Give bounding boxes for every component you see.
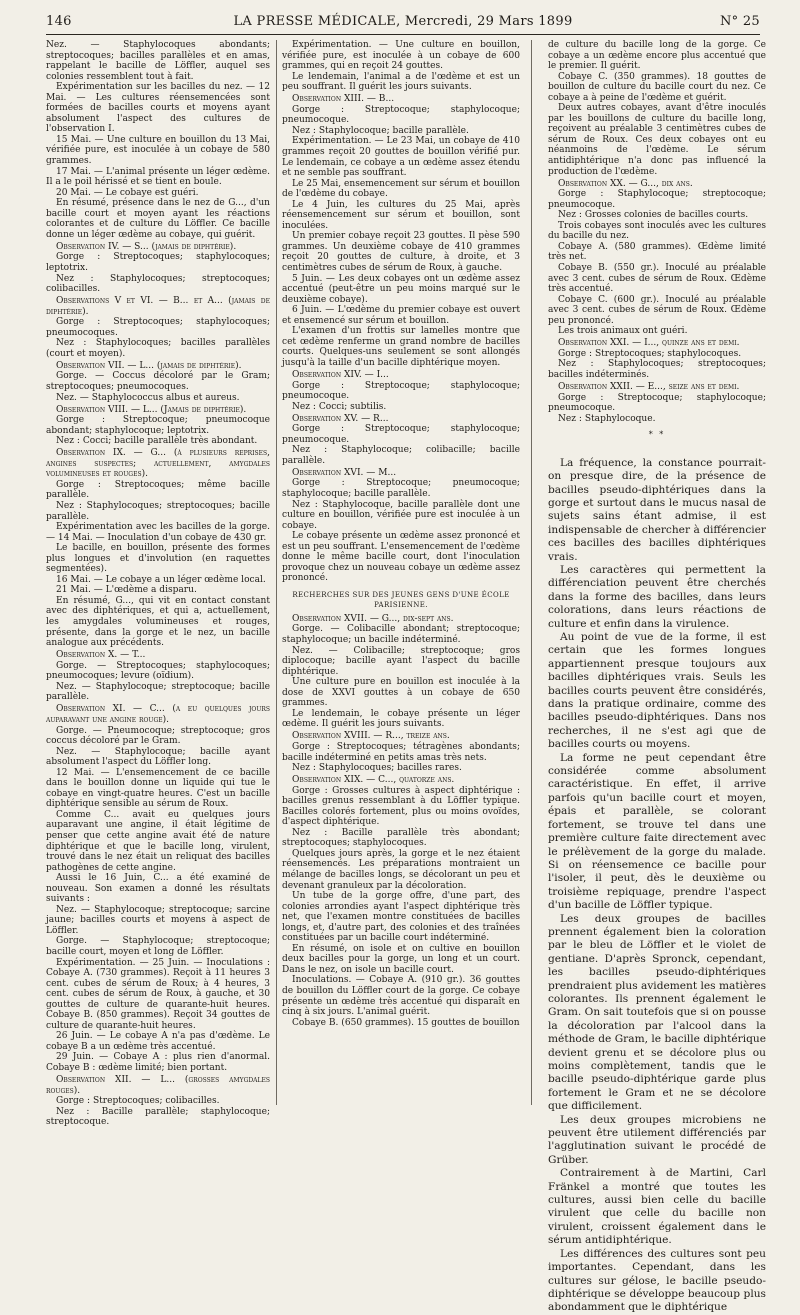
observation-heading: Observation XIV. — I... <box>292 369 389 380</box>
paragraph: Expérimentation sur les bacilles du nez. — 12 Mai. — Les cultures réensemencées sont formées de bacilles courts et moyens ayant absolument l'aspect des cultures de l'observation I. <box>46 82 270 135</box>
paragraph: Nez : Grosses colonies de bacilles courts. <box>558 210 749 221</box>
paragraph: Nez. — Colibacille; streptocoque; gros diplocoque; bacille ayant l'aspect du bacille diphtérique. <box>282 645 520 677</box>
paragraph: Expérimentation. — 25 Juin. — Inoculations : Cobaye A. (730 grammes). Reçoit à 11 heures 3 cent. cubes de sérum de Roux; à 4 heures, 3 cent. cubes de sérum de Roux, à gauche, et 30 gouttes de culture de quarante-huit heures. Cobaye B. (850 grammes). Reçoit 34 gouttes de culture de quarante-huit heures. <box>46 957 270 1031</box>
paragraph: Nez : Staphylocoque. <box>558 413 656 424</box>
observation-heading: Observation XII. — L... (grosses amygdales rouges). <box>46 1075 270 1096</box>
paragraph: Le cobaye présente un œdème assez prononcé et est un peu souffrant. L'ensemencement de l'œdème donne le même bacille court, dont l'inoculation provoque chez un nouveau cobaye un œdème assez prononcé. <box>282 531 520 584</box>
paragraph: 12 Mai. — L'ensemencement de ce bacille dans le bouillon donne un liquide qui tue le cobaye en vingt-quatre heures. C'est un bacille diphtérique sensible au sérum de Roux. <box>46 767 270 810</box>
paragraph: Contrairement à de Martini, Carl Fränkel a montré que toutes les cultures, aussi bien celle du bacille virulent que celle du bacille non virulent, croissent également dans le sérum antidiphtérique. <box>548 1167 766 1247</box>
page-number: 146 <box>46 14 72 29</box>
paragraph: Gorge : Streptocoques; staphylocoques. <box>558 348 742 359</box>
paragraph: Cobaye C. (350 grammes). 18 gouttes de bouillon de culture du bacille court du nez. Ce cobaye a à peine de l'œdème et guérit. <box>548 71 766 103</box>
paragraph: 5 Juin. — Les deux cobayes ont un œdème assez accentué (peut-être un peu moins marqué sur le deuxième cobaye). <box>282 273 520 305</box>
paragraph: Nez. — Staphylocoque; bacille ayant absolument l'aspect du Löffler long. <box>46 746 270 768</box>
paragraph: Gorge : Streptocoque; staphylocoque; pneumocoque. <box>282 424 520 445</box>
paragraph: En résumé, présence dans le nez de G..., d'un bacille court et moyen ayant les réactions colorantes et de culture du Löffler. Ce bacille donne un léger œdème au cobaye, qui guérit. <box>46 198 270 240</box>
paragraph: 6 Juin. — L'œdème du premier cobaye est ouvert et ensemencé sur sérum et bouillon. <box>282 305 520 326</box>
paragraph: Gorge : Streptocoques; même bacille parallèle. <box>46 479 270 501</box>
paragraph: 15 Mai. — Une culture en bouillon du 13 Mai, vérifiée pure, est inoculée à un cobaye de 580 grammes. <box>46 134 270 167</box>
observation-heading: Observation XV. — R... <box>292 413 389 424</box>
paragraph: Gorge : Streptocoques; staphylocoques; leptotrix. <box>46 252 270 273</box>
paragraph: Nez : Staphylocoques; streptocoques; bacille parallèle. <box>46 501 270 522</box>
observation-heading: Observation XIX. — C..., quatorze ans. <box>292 775 455 786</box>
paragraph: Les deux groupes microbiens ne peuvent être utilement différenciés par l'agglutination suivant le procédé de Grüber. <box>548 1113 766 1166</box>
paragraph: Le lendemain, le cobaye présente un léger œdème. Il guérit les jours suivants. <box>282 708 520 730</box>
paragraph: Au point de vue de la forme, il est certain que les formes longues appartiennent presque toujours aux bacilles diphtériques vrais. Seuls les bacilles courts peuvent être considérés, dans la pratique ordinaire, comme des bacilles pseudo-diphtériques. Dans nos recherches, il ne s'est agi que de bacilles courts ou moyens. <box>548 631 766 751</box>
paragraph: Nez. — Staphylocoque; streptocoque; sarcine jaune; bacilles courts et moyens à aspect de Löffler. <box>46 904 270 936</box>
paragraph: Gorge : Streptocoques; staphylocoques; pneumocoques. <box>46 317 270 338</box>
observation-heading: Observation XXII. — E..., seize ans et demi. <box>558 382 740 392</box>
paragraph: Gorge : Streptocoque; staphylocoque; pneumocoque. <box>282 380 520 402</box>
paragraph: Deux autres cobayes, avant d'être inoculés par les bouillons de culture du bacille long, reçoivent au préalable 3 centimètres cubes de sérum de Roux. Ces deux cobayes ont eu néanmoins de l'œdème. Le sérum antidiphtérique n'a donc pas influencé la production de l'œdème. <box>548 103 766 177</box>
paragraph: Nez : Staphylocoque; bacille parallèle. <box>292 125 469 136</box>
paragraph: Cobaye B. (550 gr.). Inoculé au préalable avec 3 cent. cubes de sérum de Roux. Œdème très accentué. <box>548 262 766 295</box>
paragraph: Inoculations. — Cobaye A. (910 gr.). 36 gouttes de bouillon du Löffler court de la gorge. Ce cobaye présente un œdème très accentué qui disparaît en cinq à six jours. L'animal guérit. <box>282 975 520 1018</box>
paragraph: Le 25 Mai, ensemencement sur sérum et bouillon de l'œdème du cobaye. <box>282 178 520 200</box>
paragraph: Nez : Staphylocoques; streptocoques; colibacilles. <box>46 273 270 295</box>
paragraph: Expérimentation. — Le 23 Mai, un cobaye de 410 grammes reçoit 20 gouttes de bouillon vérifié pur. Le lendemain, ce cobaye a un œdème assez étendu et ne semble pas souffrant. <box>282 136 520 179</box>
discussion-text <box>548 457 766 1315</box>
paragraph: Gorge : Staphylocoque; streptocoque; pneumocoque. <box>548 189 766 210</box>
paragraph: Nez : Staphylocoques; bacilles rares. <box>292 763 462 774</box>
paragraph: Nez. — Staphylococcus albus et aureus. <box>56 392 240 403</box>
section-heading: RECHERCHES SUR DES JEUNES GENS D'UNE ÉCOLE PARISIENNE. <box>292 590 510 609</box>
paragraph: Les trois animaux ont guéri. <box>558 326 688 337</box>
paragraph: Les différences des cultures sont peu importantes. Cependant, dans les cultures sur gélose, le bacille pseudo-diphtérique se développe beaucoup plus abondamment que le diphtérique <box>548 1247 766 1314</box>
paragraph: Gorge. — Staphylocoque; streptocoque; bacille court, moyen et long de Löffler. <box>46 936 270 957</box>
paragraph: Le bacille, en bouillon, présente des formes plus longues et d'involution (en raquettes segmentées). <box>46 543 270 575</box>
paragraph: Gorge. — Colibacille abondant; streptocoque; staphylocoque; un bacille indéterminé. <box>282 624 520 645</box>
observation-heading: Observation XVIII. — R..., treize ans. <box>292 731 450 742</box>
paragraph: Nez : Staphylocoques; streptocoques; bacilles indéterminés. <box>548 359 766 380</box>
paragraph: Cobaye B. (650 grammes). 15 gouttes de bouillon <box>292 1017 520 1028</box>
paragraph: 20 Mai. — Le cobaye est guéri. <box>56 187 199 198</box>
section-separator: * * <box>648 430 666 440</box>
paragraph: Gorge : Streptocoque; staphylocoque; pneumocoque. <box>548 392 766 414</box>
paragraph: 21 Mai. — L'œdème a disparu. <box>56 585 197 596</box>
observation-heading: Observation VII. — L... (jamais de diphtérie). <box>56 360 242 371</box>
paragraph: 29 Juin. — Cobaye A : plus rien d'anormal. Cobaye B : œdème limité; bien portant. <box>46 1052 270 1073</box>
paragraph: Gorge : Grosses cultures à aspect diphtérique : bacilles grenus ressemblant à du Löffler typique. Bacilles colorés fortement, plus ou moins ovoïdes, d'aspect diphtérique. <box>282 785 520 828</box>
column-left <box>46 40 270 1128</box>
paragraph: Les caractères qui permettent la différenciation peuvent être cherchés dans la forme des bacilles, dans leurs colorations, dans leurs réactions de culture et enfin dans la virulence. <box>548 563 766 630</box>
paragraph: 17 Mai. — L'animal présente un léger œdème. Il a le poil hérissé et se tient en boule. <box>46 166 270 188</box>
column-right <box>548 40 767 1314</box>
observation-heading: Observation XX. — G..., dix ans. <box>558 178 693 189</box>
paragraph: Une culture pure en bouillon est inoculée à la dose de XXVI gouttes à un cobaye de 650 grammes. <box>282 677 520 709</box>
paragraph: Aussi le 16 Juin, C... a été examiné de nouveau. Son examen a donné les résultats suivants : <box>46 873 270 905</box>
paragraph: Nez : Bacille parallèle très abondant; streptocoques; staphylocoques. <box>282 827 520 849</box>
observation-heading: Observation XXI. — I..., quinze ans et demi. <box>558 338 740 349</box>
page-header <box>46 14 760 35</box>
paragraph: Gorge : Streptocoque; staphylocoque; pneumocoque. <box>282 104 520 126</box>
paragraph: Nez : Cocci; bacille parallèle très abondant. <box>56 436 258 447</box>
paragraph: En résumé, on isole et on cultive en bouillon deux bacilles pour la gorge, un long et un court. Dans le nez, on isole un bacille court. <box>282 943 520 975</box>
observation-heading: Observation IX. — G... (à plusieurs reprises, angines suspectes; actuellement, amygdales volumineuses et rouges). <box>46 448 270 480</box>
observation-heading: Observation XIII. — B... <box>292 94 395 105</box>
paragraph: Expérimentation. — Une culture en bouillon, vérifiée pure, est inoculée à un cobaye de 600 grammes, qui en reçoit 24 gouttes. <box>282 40 520 72</box>
paragraph: Gorge : Streptocoques; colibacilles. <box>56 1096 220 1107</box>
paragraph: Le 4 Juin, les cultures du 25 Mai, après réensemencement sur sérum et bouillon, sont inoculées. <box>282 199 520 231</box>
journal-title: LA PRESSE MÉDICALE, Mercredi, 29 Mars 1899 <box>233 14 573 29</box>
paragraph: Nez : Staphylocoque, bacille parallèle dont une culture en bouillon, vérifiée pure est inoculée à un cobaye. <box>282 499 520 531</box>
column-divider <box>531 40 532 1105</box>
issue-number: N° 25 <box>719 14 760 29</box>
paragraph: Trois cobayes sont inoculés avec les cultures du bacille du nez. <box>548 220 766 242</box>
paragraph: Nez : Staphylocoque; colibacille; bacille parallèle. <box>282 445 520 466</box>
observation-heading: Observation XVII. — G..., dix-sept ans. <box>292 613 454 624</box>
paragraph: La fréquence, la constance pourrait-on presque dire, de la présence de bacilles pseudo-diphtériques dans la gorge et surtout dans le mucus nasal de sujets sains étant admise, il est indispensable de chercher à différencier ces bacilles des bacilles diphtériques vrais. <box>548 456 766 563</box>
paragraph: Quelques jours après, la gorge et le nez étaient réensemencés. Les préparations montraient un mélange de bacilles longs, se décolorant un peu et devenant granuleux par la décoloration. <box>282 848 520 891</box>
paragraph: Cobaye A. (580 grammes). Œdème limité très net. <box>548 241 766 263</box>
paragraph: Nez : Cocci; subtilis. <box>292 401 387 412</box>
observation-heading: Observation VIII. — L... (Jamais de diphtérie). <box>56 404 247 415</box>
paragraph: L'examen d'un frottis sur lamelles montre que cet œdème renferme un grand nombre de bacilles courts. Quelques-uns seulement se sont allongés jusqu'à la taille d'un bacille diphtérique moyen. <box>282 326 520 368</box>
paragraph: En résumé, G..., qui vit en contact constant avec des diphtériques, et qui a, actuellement, les amygdales volumineuses et rouges, présente, dans la gorge et le nez, un bacille analogue aux précédents. <box>46 595 270 649</box>
observation-heading: Observation XI. — C... (a eu quelques jours auparavant une angine rouge). <box>46 704 270 725</box>
paragraph: Un premier cobaye reçoit 23 gouttes. Il pèse 590 grammes. Un deuxième cobaye de 410 grammes reçoit 20 gouttes de culture, à droite, et 3 centimètres cubes de sérum de Roux, à gauche. <box>282 231 520 273</box>
paragraph: Les deux groupes de bacilles prennent également bien la coloration par le bleu de Löffler et le violet de gentiane. D'après Spronck, cependant, les bacilles pseudo-diphtériques prendraient plus avidement les matières colorantes. Ils prennent également le Gram. On sait toutefois que si on pousse la décoloration par l'alcool dans la méthode de Gram, le bacille diphtérique devient grenu et se décolore plus ou moins complètement, tandis que le bacille pseudo-diphtérique garde plus fortement le Gram et ne se décolore que difficilement. <box>548 912 767 1113</box>
paragraph: 26 Juin. — Le cobaye A n'a pas d'œdème. Le cobaye B a un œdème très accentué. <box>46 1031 270 1052</box>
paragraph: Comme C... avait eu quelques jours auparavant une angine, il était légitime de penser que cette angine avait été de nature diphtérique et que le bacille long, virulent, trouvé dans le nez était un reliquat des bacilles pathogènes de cette angine. <box>46 809 270 873</box>
paragraph: Cobaye C. (600 gr.). Inoculé au préalable avec 3 cent. cubes de sérum de Roux. Œdème peu prononcé. <box>548 294 766 326</box>
paragraph: Gorge. — Coccus décoloré par le Gram; streptocoques; pneumocoques. <box>46 371 270 392</box>
paragraph: Gorge. — Streptocoques; staphylocoques; pneumocoques; levure (oïdium). <box>46 660 270 682</box>
paragraph: de culture du bacille long de la gorge. Ce cobaye a un œdème encore plus accentué que le premier. Il guérit. <box>548 40 766 72</box>
paragraph: Gorge : Streptocoque; pneumocoque abondant; staphylocoque; leptotrix. <box>46 415 270 436</box>
paragraph: Nez. — Staphylocoques abondants; streptocoques; bacilles parallèles et en amas, rappelant le bacille de Löffler, auquel ses colonies ressemblent tout à fait. <box>46 40 270 82</box>
paragraph: Un tube de la gorge offre, d'une part, des colonies arrondies ayant l'aspect diphtérique très net, que l'examen montre constituées de bacilles longs, et, d'autre part, des colonies et des traînées constituées par un bacille court indéterminé. <box>282 891 520 944</box>
paragraph: Le lendemain, l'animal a de l'œdème et est un peu souffrant. Il guérit les jours suivants. <box>282 71 520 93</box>
paragraph: Expérimentation avec les bacilles de la gorge. — 14 Mai. — Inoculation d'un cobaye de 430 gr. <box>46 522 270 543</box>
observation-heading: Observation IV. — S... (jamais de diphtérie). <box>56 241 237 252</box>
paragraph: Gorge. — Pneumocoque; streptocoque; gros coccus décoloré par le Gram. <box>46 725 270 747</box>
paragraph: Gorge : Streptocoques; tétragènes abondants; bacille indéterminé en petits amas très nets. <box>282 741 520 763</box>
column-divider <box>276 40 277 1105</box>
column-middle <box>282 40 520 1110</box>
paragraph: Nez : Staphylocoques; bacilles parallèles (court et moyen). <box>46 338 270 359</box>
paragraph: 16 Mai. — Le cobaye a un léger œdème local. <box>56 574 266 585</box>
paragraph: Nez. — Staphylocoque; streptocoque; bacille parallèle. <box>46 681 270 703</box>
observation-heading: Observation XVI. — M... <box>292 467 397 478</box>
observation-heading: Observations V et VI. — B... et A... (jamais de diphtérie). <box>46 296 270 317</box>
paragraph: Gorge : Streptocoque; pneumocoque; staphylocoque; bacille parallèle. <box>282 478 520 499</box>
paragraph: Nez : Bacille parallèle; staphylocoque; streptocoque. <box>46 1106 270 1128</box>
paragraph: La forme ne peut cependant être considérée comme absolument caractéristique. En effet, il arrive parfois qu'un bacille court et moyen, épais et parallèle, se colorant fortement, se trouve tel dans une première culture faite directement avec le prélèvement de la gorge du malade. Si on réensemence ce bacille pour l'isoler, il peut, dès le deuxième ou troisième repiquage, prendre l'aspect d'un bacille de Löffler typique. <box>548 751 766 912</box>
observation-heading: Observation X. — T... <box>56 650 146 661</box>
